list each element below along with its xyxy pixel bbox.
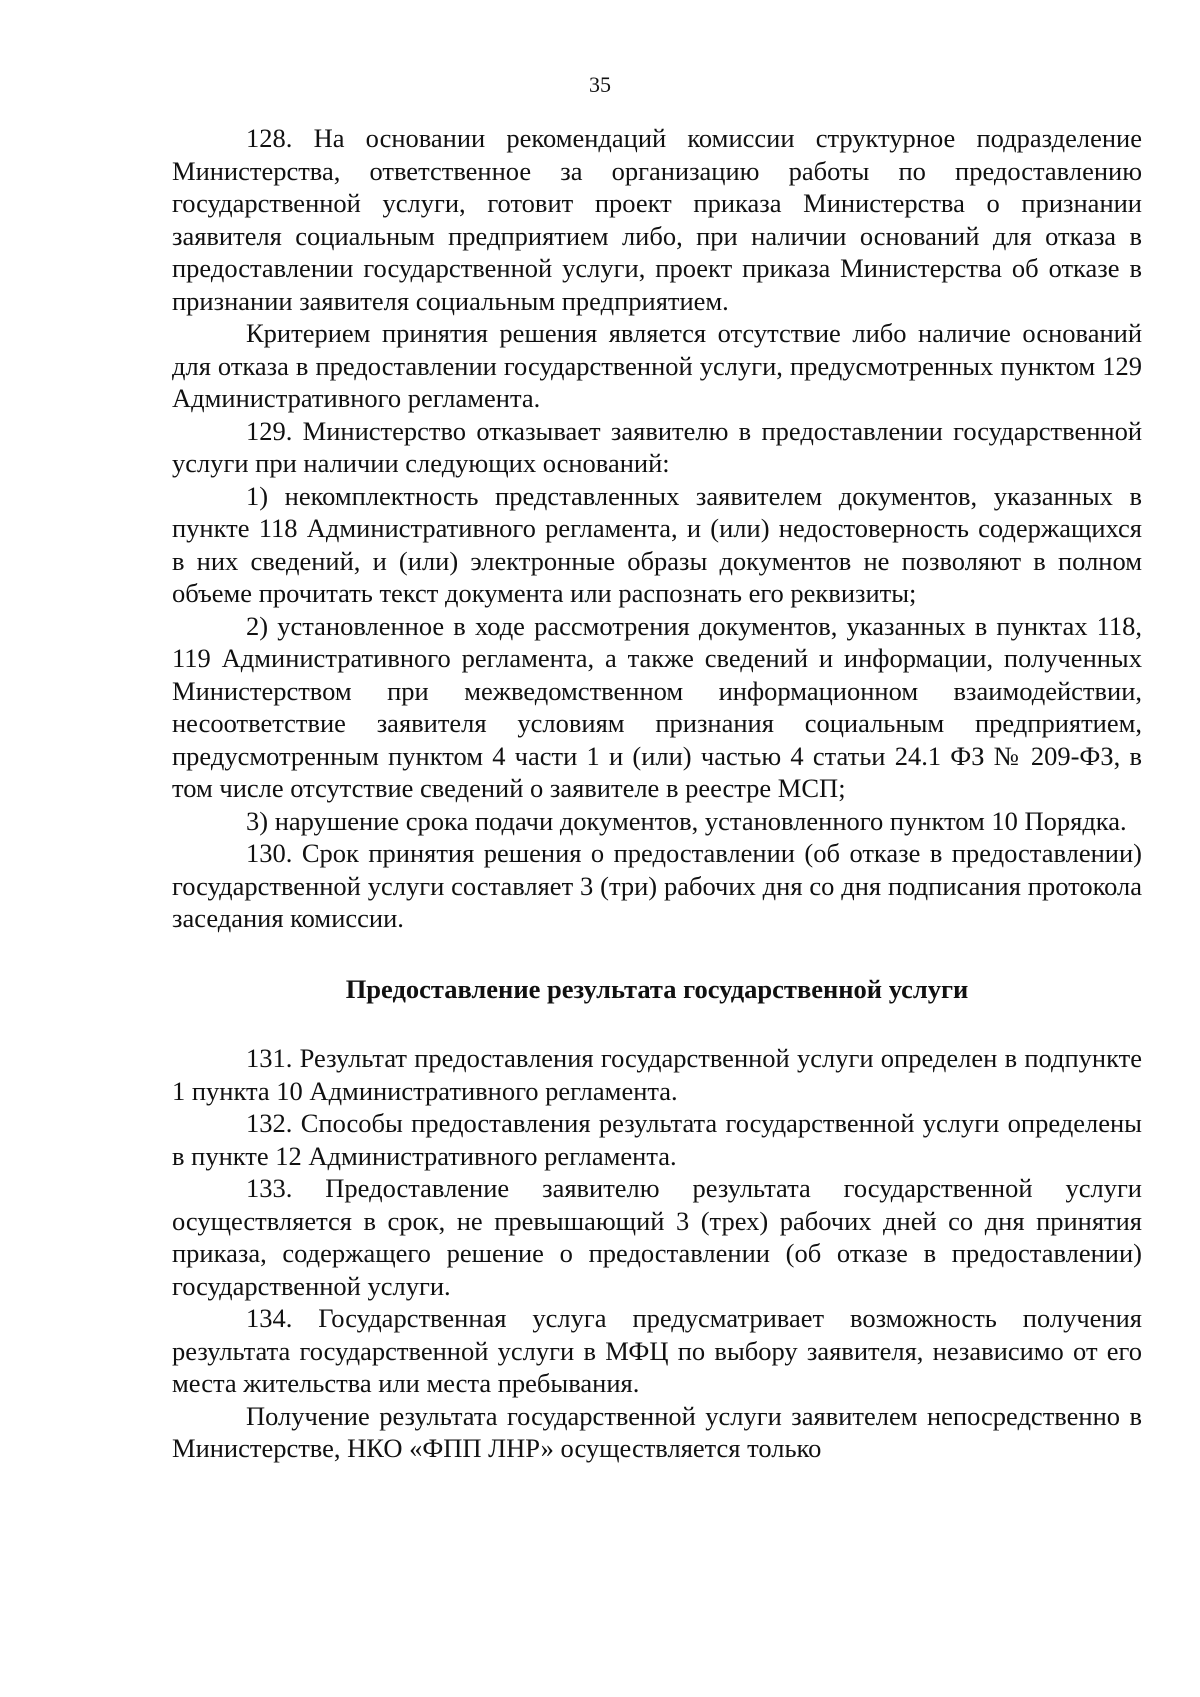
paragraph-129: 129. Министерство отказывает заявителю в предоставлении государственной услуги при наличии следующих оснований:	[172, 415, 1142, 478]
paragraph-receipt: Получение результата государственной услуги заявителем непосредственно в Министерстве, НКО «ФПП ЛНР» осуществляется только	[172, 1400, 1142, 1463]
paragraph-131: 131. Результат предоставления государственной услуги определен в подпункте 1 пункта 10 Административного регламента.	[172, 1043, 1142, 1106]
paragraph-130: 130. Срок принятия решения о предоставлении (об отказе в предоставлении) государственной услуги составляет 3 (три) рабочих дня со дня подписания протокола заседания комиссии.	[172, 838, 1142, 933]
list-item-3: 3) нарушение срока подачи документов, установленного пунктом 10 Порядка.	[246, 805, 1127, 836]
paragraph-criterion: Критерием принятия решения является отсутствие либо наличие оснований для отказа в предоставлении государственной услуги, предусмотренных пунктом 129 Административного регламента.	[172, 318, 1142, 413]
paragraph-134: 134. Государственная услуга предусматривает возможность получения результата государственной услуги в МФЦ по выбору заявителя, независимо от его места жительства или места пребывания.	[172, 1303, 1142, 1398]
paragraph-133: 133. Предоставление заявителю результата государственной услуги осуществляется в срок, не превышающий 3 (трех) рабочих дней со дня принятия приказа, содержащего решение о предоставлении (об отказе в предоставлении) государственной услуги.	[172, 1173, 1142, 1301]
paragraph-128: 128. На основании рекомендаций комиссии структурное подразделение Министерства, ответственное за организацию работы по предоставлению государственной услуги, готовит проект приказа Министерства о признании заявителя социальным предприятием либо, при наличии оснований для отказа в предоставлении государственной услуги, проект приказа Министерства об отказе в признании заявителя социальным предприятием.	[172, 123, 1142, 316]
section-heading: Предоставление результата государственной услуги	[345, 973, 969, 1004]
document-body	[172, 122, 1142, 1465]
paragraph-132: 132. Способы предоставления результата государственной услуги определены в пункте 12 Административного регламента.	[172, 1108, 1142, 1171]
list-item-2: 2) установленное в ходе рассмотрения документов, указанных в пунктах 118, 119 Административного регламента, а также сведений и информации, полученных Министерством при межведомственном информационном взаимодействии, несоответствие заявителя условиям признания социальным предприятием, предусмотренным пунктом 4 части 1 и (или) частью 4 статьи 24.1 ФЗ № 209-ФЗ, в том числе отсутствие сведений о заявителе в реестре МСП;	[172, 610, 1142, 803]
list-item-1: 1) некомплектность представленных заявителем документов, указанных в пункте 118 Административного регламента, и (или) недостоверность содержащихся в них сведений, и (или) электронные образы документов не позволяют в полном объеме прочитать текст документа или распознать его реквизиты;	[172, 480, 1142, 608]
page-number: 35	[589, 72, 611, 97]
